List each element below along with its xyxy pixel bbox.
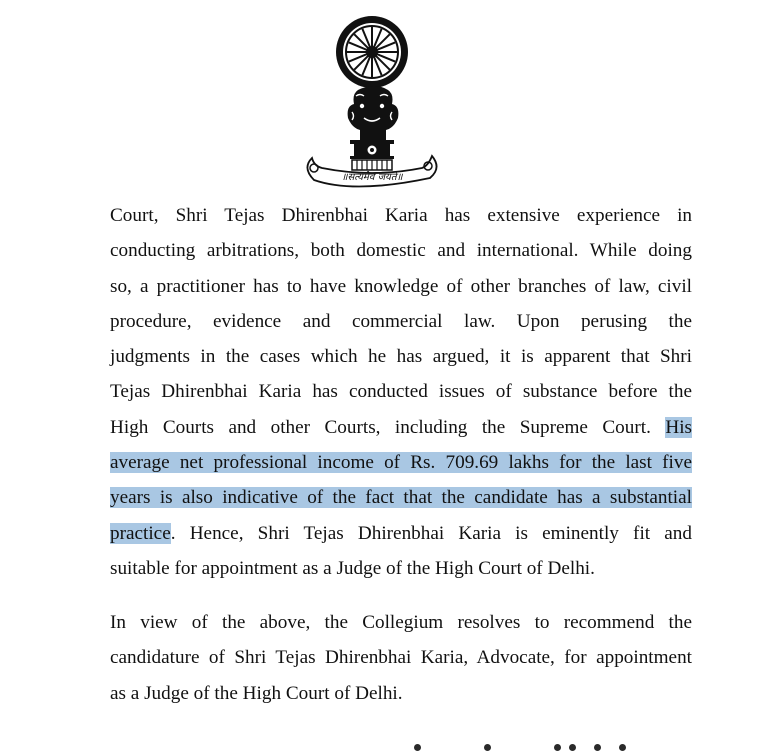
text-line: In view of the above, the Collegium resolves to recommend the	[110, 612, 692, 633]
text-line: judgments in the cases which he has argued, it is apparent that Shri	[110, 346, 692, 368]
highlighted-text[interactable]: practice	[110, 522, 171, 544]
state-emblem-icon	[300, 8, 440, 194]
signature-fragment	[404, 744, 644, 755]
body-paragraph-2	[110, 605, 692, 711]
highlighted-text[interactable]: average net professional income of Rs. 709.69 lakhs for the last five	[110, 452, 692, 474]
text-line: suitable for appointment as a Judge of the High Court of Delhi.	[110, 557, 595, 579]
text-line	[110, 480, 692, 515]
highlighted-text[interactable]: His	[665, 416, 692, 438]
text-line: as a Judge of the High Court of Delhi.	[110, 682, 403, 704]
text-line	[110, 410, 692, 445]
body-paragraph-1	[110, 198, 692, 586]
text-segment: . Hence, Shri Tejas Dhirenbhai Karia is eminently fit and	[170, 522, 692, 544]
text-line	[110, 516, 692, 551]
text-line	[110, 445, 692, 480]
text-line: procedure, evidence and commercial law. Upon perusing the	[110, 310, 692, 332]
text-line: Court, Shri Tejas Dhirenbhai Karia has extensive experience in	[110, 205, 692, 226]
emblem-motto: ॥सत्यमेव जयते॥	[341, 172, 403, 183]
text-line: candidature of Shri Tejas Dhirenbhai Karia, Advocate, for appointment	[110, 647, 692, 669]
text-line: so, a practitioner has to have knowledge of other branches of law, civil	[110, 275, 692, 297]
highlighted-text[interactable]: years is also indicative of the fact that the candidate has a substantial	[110, 487, 692, 509]
text-line: conducting arbitrations, both domestic and international. While doing	[110, 240, 692, 262]
text-segment: High Courts and other Courts, including the Supreme Court.	[110, 416, 651, 438]
text-line: Tejas Dhirenbhai Karia has conducted issues of substance before the	[110, 381, 692, 403]
